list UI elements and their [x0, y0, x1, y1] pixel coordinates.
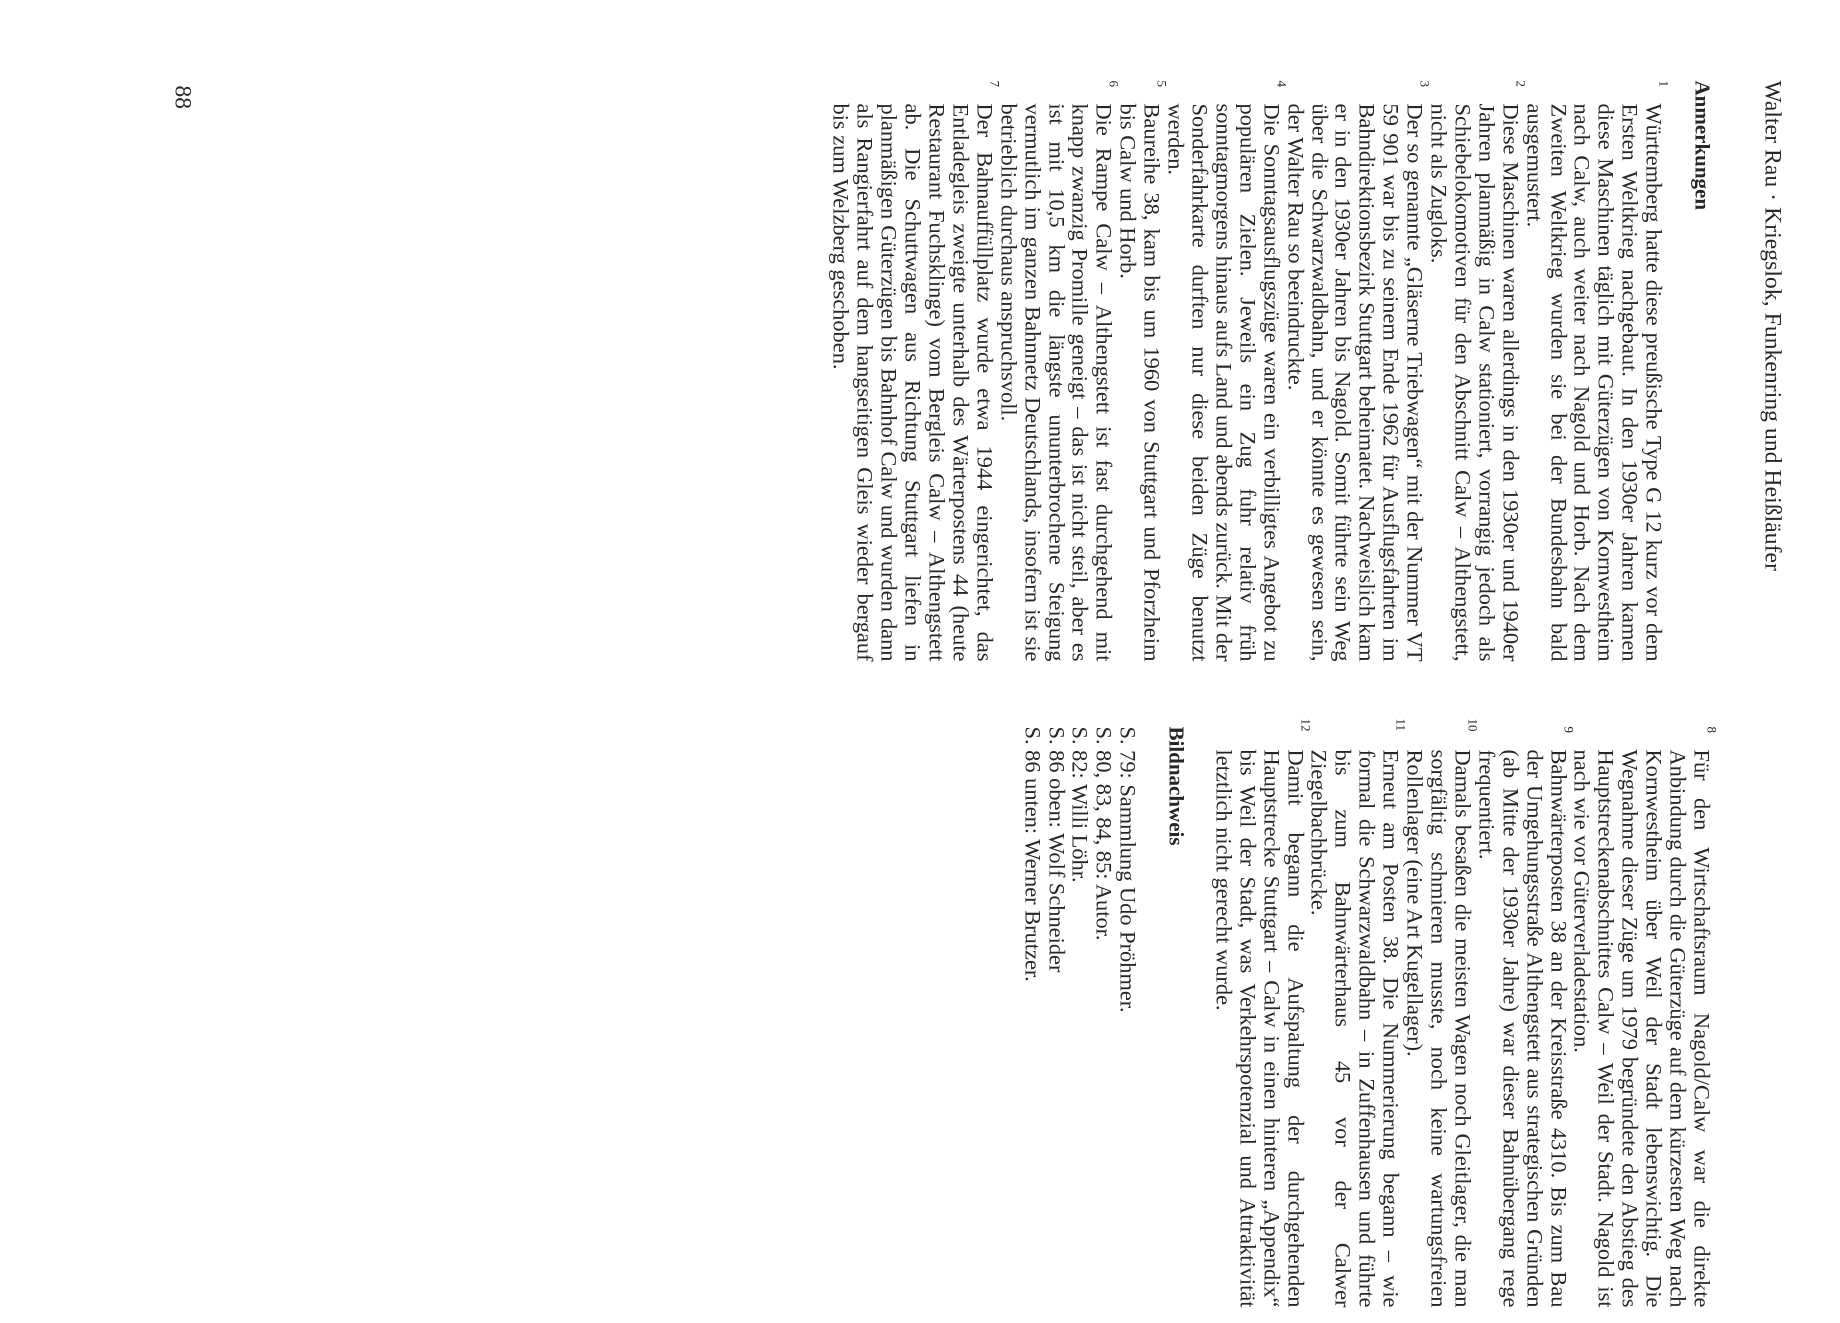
- page-number: 88: [169, 85, 196, 109]
- footnote-text: Die Rampe Calw – Althengstett ist fast durchgehend mit knapp zwanzig Promille geneigt – das ist nicht steil, aber es ist mit 10,5 km die längste ununterbrochene Steigung vermutlich im ganzen Bahnnetz Deutschlands, insofern ist sie betrieblich durchaus anspruchsvoll.: [996, 103, 1117, 662]
- book-page: [32, 0, 1840, 1308]
- footnote-11: [1307, 718, 1409, 1308]
- credit-line: S. 80, 83, 84, 85: Autor.: [1091, 726, 1117, 941]
- footnote-12: [1211, 718, 1314, 1308]
- footnote-text: Baureihe 38, kam bis um 1960 von Stuttgart und Pforzheim bis Calw und Horb.: [1115, 103, 1165, 662]
- credit-line: S. 86 unten: Werner Brutzer.: [1020, 726, 1046, 982]
- credit-line: S. 79: Sammlung Udo Pröhmer.: [1115, 726, 1141, 1013]
- credits-list: [1020, 727, 1140, 1308]
- footnote-9: [1474, 726, 1577, 1308]
- running-head: Walter Rau · Kriegslok, Funkenring und Heißläufer: [1759, 80, 1786, 572]
- section-spacer: [1188, 727, 1212, 1308]
- footnote-2: [1426, 80, 1529, 662]
- footnote-number: 5: [1154, 80, 1170, 87]
- footnote-number: 9: [1561, 726, 1577, 733]
- footnote-text: Bahnwärterposten 38 an der Kreisstraße 4310. Bis zum Bau der Umgehungsstraße Althengstett aus strategischen Gründen (ab Mitte der 1930er Jahre) war dieser Bahnübergang rege frequentiert.: [1474, 749, 1572, 1308]
- footnote-number: 10: [1465, 718, 1481, 732]
- footnote-number: 6: [1106, 80, 1122, 87]
- footnote-4: [1163, 80, 1290, 662]
- footnote-text: Die Sonntagsausflugszüge waren ein verbilligtes Angebot zu populären Zielen. Jeweils ein Zug fuhr relativ früh sonntagmorgens hinaus aufs Land und abends zurück. Mit der Sonderfahrkarte durften nur diese beiden Züge benutzt werden.: [1163, 103, 1285, 662]
- footnote-text: Für den Wirtschaftsraum Nagold/Calw war die direkte Anbindung durch die Güterzüge auf dem kürzesten Weg nach Kornwestheim über Weil der Stadt lebenswichtig. Die Wegnahme dieser Züge um 1979 begründete den Abstieg des Hauptstreckenabschnittes Calw – Weil der Stadt. Nagold ist nach wie vor Güterverladestation.: [1569, 749, 1715, 1308]
- footnote-text: Damit begann die Aufspaltung der durchgehenden Hauptstrecke Stuttgart – Calw in einen hinteren „Appendix“ bis Weil der Stadt, was Verkehrspotenzial und Attraktivität letztlich nicht gerecht wurde.: [1211, 749, 1309, 1308]
- footnote-number: 11: [1393, 718, 1409, 732]
- notes-heading: Anmerkungen: [1690, 80, 1715, 211]
- footnote-number: 1: [1656, 80, 1672, 87]
- credit-line: S. 86 oben: Wolf Schneider: [1044, 726, 1070, 973]
- footnote-text: Württemberg hatte diese preußische Type G 12 kurz vor dem Ersten Weltkrieg nachgebaut. In den 1930er Jahren kamen diese Maschinen täglich mit Güterzügen von Kornwestheim nach Calw, auch weiter nach Nagold und Horb. Nach dem Zweiten Weltkrieg wurden sie bei der Bundesbahn bald ausgemustert.: [1522, 103, 1667, 662]
- footnote-text: Damals besaßen die meisten Wagen noch Gleitlager, die man sorgfältig schmieren musste, noch keine wartungsfreien Rollenlager (eine Art Kugellager).: [1402, 749, 1476, 1308]
- notes-column-right: [1020, 718, 1720, 1308]
- footnote-number: 3: [1417, 80, 1433, 87]
- footnote-7: [828, 80, 1003, 662]
- footnote-5: [1115, 80, 1170, 662]
- credit-line: S. 82: Willi Löhr.: [1067, 726, 1093, 883]
- credits-heading: Bildnachweis: [1164, 726, 1189, 846]
- footnote-10: [1402, 718, 1481, 1308]
- footnote-text: Der Bahnauffüllplatz wurde etwa 1944 eingerichtet, das Entladegleis zweigte unterhalb des Wärterpostens 44 (heute Restaurant Fuchsklinge) vom Bergleis Calw – Althengstett ab. Die Schuttwagen aus Richtung Stuttgart liefen in planmäßigen Güterzügen bis Bahnhof Calw und wurden dann als Rangierfahrt auf dem hangseitigen Gleis wieder bergauf bis zum Welzberg geschoben.: [828, 103, 998, 662]
- footnote-1: [1522, 80, 1672, 662]
- footnote-3: [1283, 80, 1433, 662]
- footnote-text: Diese Maschinen waren allerdings in den 1930er und 1940er Jahren planmäßig in Calw stationiert, vorrangig jedoch als Schiebelokomotiven für den Abschnitt Calw – Althengstett, nicht als Zugloks.: [1426, 103, 1524, 662]
- notes-column-left: [829, 81, 1714, 662]
- footnote-number: 4: [1274, 80, 1290, 87]
- footnote-6: [996, 80, 1122, 662]
- footnote-number: 7: [987, 80, 1003, 87]
- footnote-number: 2: [1513, 80, 1529, 87]
- footnote-number: 8: [1704, 726, 1720, 733]
- footnote-8: [1569, 726, 1720, 1308]
- footnote-text: Der so genannte „Gläserne Triebwagen“ mit der Nummer VT 59 901 war bis zu seinem Ende 1962 für Ausflugsfahrten im Bahndirektionsbezirk Stuttgart beheimatet. Nachweislich kam er in den 1930er Jahren bis Nagold. Somit führte sein Weg über die Schwarzwaldbahn, und er könnte es gewesen sein, der Walter Rau so beeindruckte.: [1283, 103, 1428, 662]
- footnote-text: Erneut am Posten 38. Die Nummerierung begann – wie formal die Schwarzwaldbahn – in Zuffenhausen und führte bis zum Bahnwärterhaus 45 vor der Calwer Ziegelbachbrücke.: [1307, 749, 1404, 1308]
- footnote-number: 12: [1298, 718, 1314, 732]
